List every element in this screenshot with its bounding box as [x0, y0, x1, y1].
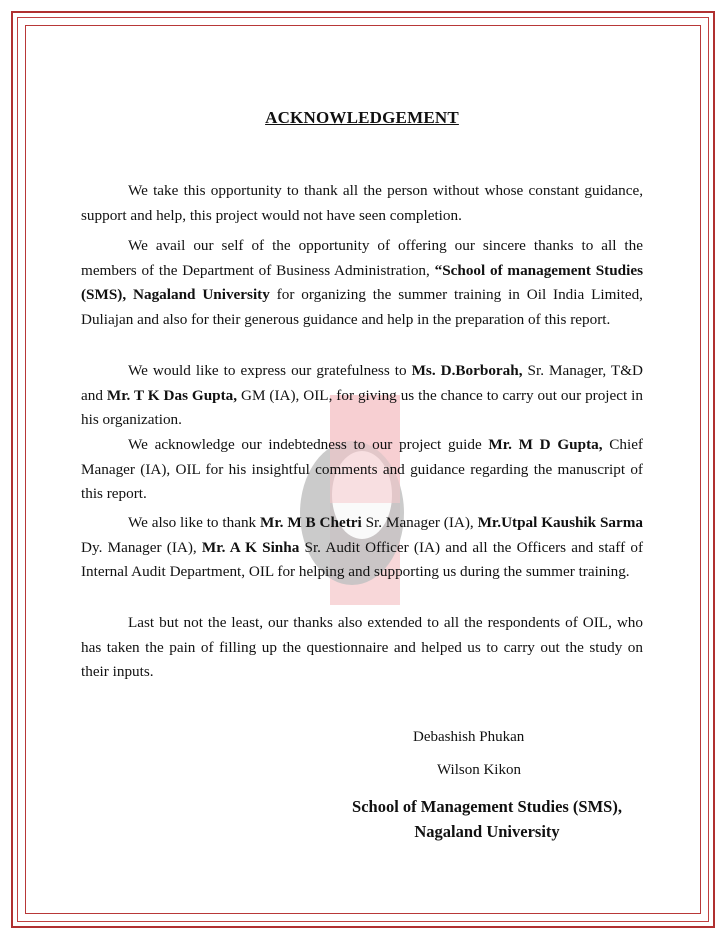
bold-text-run: Mr. M B Chetri	[260, 514, 362, 531]
paragraph	[81, 611, 643, 685]
text-run: We would like to express our gratefulness to	[128, 362, 412, 379]
text-run: Sr. Audit Officer (IA) and all the Officers and staff of Internal Audit Department, OIL for helping and supporting us during the summer training.	[81, 538, 644, 581]
text-run: Chief Manager (IA), OIL for his insightful comments and guidance regarding the manuscript of this report.	[81, 436, 643, 503]
school-name: School of Management Studies (SMS),	[352, 797, 622, 816]
page-title: ACKNOWLEDGEMENT	[265, 108, 459, 127]
text-run: We take this opportunity to thank all the person without whose constant guidance, support and help, this project would not have seen completion.	[81, 182, 643, 224]
text-run: Sr. Manager, T&D and	[81, 362, 643, 404]
paragraph	[81, 179, 643, 228]
paragraph	[81, 511, 643, 585]
text-run: We avail our self of the opportunity of offering our sincere thanks to all the members of the Department of Business Administration,	[81, 237, 643, 279]
text-run: GM (IA), OIL, for giving us the chance to carry out our project in his organization.	[81, 386, 643, 429]
paragraph	[81, 433, 643, 507]
signatory-name: Wilson Kikon	[437, 762, 521, 778]
text-run: for organizing the summer training in Oil India Limited, Duliajan and also for their generous guidance and help in the preparation of this report.	[81, 286, 643, 328]
paragraph	[81, 234, 643, 332]
text-run: Dy. Manager (IA),	[81, 538, 202, 556]
bold-text-run: Mr. A K Sinha	[201, 538, 300, 556]
text-run: We acknowledge our indebtedness to our project guide	[128, 436, 489, 453]
bold-text-run: Mr. T K Das Gupta,	[106, 386, 238, 404]
bold-text-run: Mr.Utpal Kaushik Sarma	[477, 514, 643, 531]
bold-text-run: “School of management Studies (SMS), Nagaland University	[81, 261, 643, 304]
university-name: Nagaland University	[414, 822, 560, 841]
paragraph	[81, 359, 643, 433]
text-run: Sr. Manager (IA),	[361, 514, 478, 531]
bold-text-run: Ms. D.Borborah,	[411, 362, 523, 379]
signatory-name: Debashish Phukan	[413, 729, 525, 745]
text-run: Last but not the least, our thanks also extended to all the respondents of OIL, who has taken the pain of filling up the questionnaire and helped us to carry out the study on their inputs.	[81, 614, 643, 681]
text-run: We also like to thank	[128, 514, 260, 531]
bold-text-run: Mr. M D Gupta,	[488, 436, 603, 453]
